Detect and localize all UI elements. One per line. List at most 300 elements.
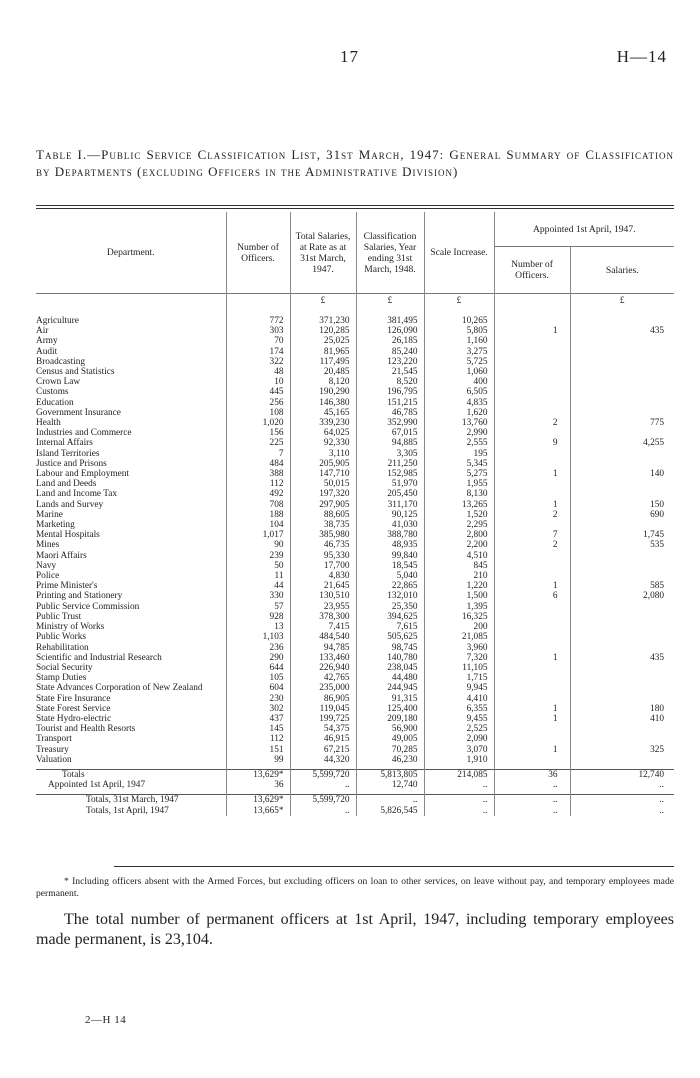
table-row [36, 714, 674, 724]
table-row [36, 581, 674, 591]
appointed-number: 2 [494, 540, 570, 550]
classification-salaries: 5,040 [356, 571, 424, 581]
total-salaries: 88,605 [290, 510, 356, 520]
total-salaries: 371,230 [290, 316, 356, 326]
total-salaries: 146,380 [290, 398, 356, 408]
officers-count: 772 [226, 316, 290, 326]
department-name: Ministry of Works [36, 622, 105, 633]
appointed-number [494, 520, 570, 530]
scale-increase: 1,910 [424, 755, 494, 765]
officers-count: 151 [226, 745, 290, 755]
scale-increase: 13,265 [424, 500, 494, 510]
total-salaries: 205,905 [290, 459, 356, 469]
table-row [36, 377, 674, 387]
currency-symbol: £ [356, 294, 424, 309]
officers-count: 1,103 [226, 632, 290, 642]
appointed-salaries: 150 [570, 500, 674, 510]
currency-symbol: £ [424, 294, 494, 309]
total-salaries: 54,375 [290, 724, 356, 734]
total-salaries: 130,510 [290, 591, 356, 601]
scale-increase: 8,130 [424, 489, 494, 499]
officers-count: 104 [226, 520, 290, 530]
classification-salaries: 56,900 [356, 724, 424, 734]
appointed-salaries [570, 459, 674, 469]
page-number: 17 [340, 47, 359, 66]
scale-increase: 2,555 [424, 438, 494, 448]
table-row [36, 438, 674, 448]
classification-salaries: 98,745 [356, 643, 424, 653]
appointed-salaries: 435 [570, 653, 674, 663]
col-header-scale-increase: Scale Increase. [424, 212, 494, 294]
col-header-appointed-number: Number of Officers. [494, 247, 570, 294]
officers-count: 290 [226, 653, 290, 663]
officers-count: 36 [226, 780, 290, 790]
appointed-number: 2 [494, 510, 570, 520]
table-row [36, 622, 674, 632]
appointed-number [494, 622, 570, 632]
appointed-salaries [570, 336, 674, 346]
total-salaries: 50,015 [290, 479, 356, 489]
totals-row [36, 780, 674, 790]
appointed-number [494, 357, 570, 367]
appointed-number: 1 [494, 469, 570, 479]
table-row [36, 612, 674, 622]
classification-salaries: .. [356, 795, 424, 806]
appointed-salaries [570, 377, 674, 387]
table-row [36, 704, 674, 714]
appointed-salaries: 12,740 [570, 769, 674, 780]
total-salaries: 42,765 [290, 673, 356, 683]
department-name: Island Territories [36, 448, 100, 459]
appointed-salaries [570, 734, 674, 744]
officers-count: 108 [226, 408, 290, 418]
classification-salaries: 7,615 [356, 622, 424, 632]
department-name: Census and Statistics [36, 367, 115, 378]
classification-salaries: 123,220 [356, 357, 424, 367]
department-name: Marine [36, 509, 63, 520]
classification-salaries: 238,045 [356, 663, 424, 673]
col-header-department: Department. [106, 247, 155, 258]
department-name: Transport [36, 734, 72, 745]
scale-increase: 3,275 [424, 347, 494, 357]
officers-count: 302 [226, 704, 290, 714]
total-salaries: 23,955 [290, 602, 356, 612]
department-name: Army [36, 336, 58, 347]
classification-salaries: 49,005 [356, 734, 424, 744]
total-salaries: 385,980 [290, 530, 356, 540]
classification-table [36, 212, 674, 816]
total-salaries: 4,830 [290, 571, 356, 581]
total-salaries: 67,215 [290, 745, 356, 755]
scale-increase: 2,990 [424, 428, 494, 438]
scale-increase: 1,500 [424, 591, 494, 601]
scale-increase: 5,805 [424, 326, 494, 336]
department-name: Land and Deeds [36, 479, 97, 490]
scale-increase: 4,510 [424, 551, 494, 561]
appointed-number: 1 [494, 704, 570, 714]
officers-count: 112 [226, 734, 290, 744]
appointed-number [494, 571, 570, 581]
officers-count: 50 [226, 561, 290, 571]
table-row [36, 520, 674, 530]
department-name: Broadcasting [36, 356, 86, 367]
classification-salaries: 67,015 [356, 428, 424, 438]
classification-salaries: 12,740 [356, 780, 424, 790]
appointed-number [494, 336, 570, 346]
table-row [36, 479, 674, 489]
department-name: Internal Affairs [36, 438, 93, 449]
classification-salaries: 41,030 [356, 520, 424, 530]
total-salaries: 199,725 [290, 714, 356, 724]
appointed-salaries [570, 643, 674, 653]
appointed-number [494, 367, 570, 377]
classification-salaries: 132,010 [356, 591, 424, 601]
col-header-total-salaries: Total Salaries, at Rate as at 31st March, 1947. [290, 212, 356, 294]
total-salaries: 119,045 [290, 704, 356, 714]
table-row [36, 540, 674, 550]
appointed-number [494, 387, 570, 397]
officers-count: 145 [226, 724, 290, 734]
appointed-number: 9 [494, 438, 570, 448]
officers-count: 13,629* [226, 769, 290, 780]
total-salaries: 92,330 [290, 438, 356, 448]
officers-count: 484 [226, 459, 290, 469]
table-row [36, 459, 674, 469]
scale-increase: 2,090 [424, 734, 494, 744]
department-name: Totals, 1st April, 1947 [86, 805, 169, 816]
classification-salaries: 352,990 [356, 418, 424, 428]
table-row [36, 428, 674, 438]
officers-count: 44 [226, 581, 290, 591]
classification-salaries: 70,285 [356, 745, 424, 755]
table-row [36, 653, 674, 663]
officers-count: 236 [226, 643, 290, 653]
department-name: State Forest Service [36, 703, 111, 714]
classification-salaries: 209,180 [356, 714, 424, 724]
scale-increase: 7,320 [424, 653, 494, 663]
table-row [36, 551, 674, 561]
appointed-number: .. [494, 780, 570, 790]
scale-increase: 9,455 [424, 714, 494, 724]
classification-salaries: 152,985 [356, 469, 424, 479]
table-row [36, 643, 674, 653]
classification-salaries: 25,350 [356, 602, 424, 612]
top-rule-inner [36, 208, 674, 209]
officers-count: 256 [226, 398, 290, 408]
total-salaries: 8,120 [290, 377, 356, 387]
table-row [36, 755, 674, 765]
total-salaries: .. [290, 806, 356, 816]
table-row [36, 510, 674, 520]
appointed-salaries: .. [570, 780, 674, 790]
document-reference: H—14 [616, 47, 667, 66]
grand-totals-row [36, 806, 674, 816]
classification-salaries: 46,230 [356, 755, 424, 765]
scale-increase: .. [424, 780, 494, 790]
appointed-salaries [570, 632, 674, 642]
total-salaries: 5,599,720 [290, 795, 356, 806]
appointed-salaries: 4,255 [570, 438, 674, 448]
officers-count: 188 [226, 510, 290, 520]
officers-count: 13,629* [226, 795, 290, 806]
department-name: Industries and Commerce [36, 428, 132, 439]
appointed-salaries [570, 367, 674, 377]
department-name: Customs [36, 387, 69, 398]
appointed-number: 1 [494, 745, 570, 755]
total-salaries: 226,940 [290, 663, 356, 673]
appointed-salaries [570, 449, 674, 459]
table-row [36, 398, 674, 408]
officers-count: 48 [226, 367, 290, 377]
officers-count: 156 [226, 428, 290, 438]
scale-increase: 845 [424, 561, 494, 571]
appointed-number [494, 602, 570, 612]
appointed-number [494, 459, 570, 469]
appointed-salaries: 585 [570, 581, 674, 591]
appointed-number: 1 [494, 500, 570, 510]
total-salaries: 484,540 [290, 632, 356, 642]
classification-salaries: 140,780 [356, 653, 424, 663]
officers-count: 239 [226, 551, 290, 561]
scale-increase: 1,160 [424, 336, 494, 346]
appointed-salaries: 690 [570, 510, 674, 520]
scale-increase: 200 [424, 622, 494, 632]
table-row [36, 571, 674, 581]
appointed-salaries: 2,080 [570, 591, 674, 601]
total-salaries: 94,785 [290, 643, 356, 653]
department-name: Maori Affairs [36, 550, 87, 561]
classification-salaries: 94,885 [356, 438, 424, 448]
classification-salaries: 388,780 [356, 530, 424, 540]
scale-increase: 4,835 [424, 398, 494, 408]
classification-salaries: 26,185 [356, 336, 424, 346]
total-salaries: 339,230 [290, 418, 356, 428]
appointed-number [494, 612, 570, 622]
total-salaries: 197,320 [290, 489, 356, 499]
top-rule [36, 205, 674, 206]
scale-increase: 2,800 [424, 530, 494, 540]
scale-increase: 1,520 [424, 510, 494, 520]
scale-increase: 2,295 [424, 520, 494, 530]
officers-count: 445 [226, 387, 290, 397]
department-name: Justice and Prisons [36, 458, 107, 469]
total-salaries: 81,965 [290, 347, 356, 357]
officers-count: 57 [226, 602, 290, 612]
scale-increase: 3,960 [424, 643, 494, 653]
appointed-salaries [570, 408, 674, 418]
appointed-number [494, 449, 570, 459]
classification-salaries: 51,970 [356, 479, 424, 489]
department-name: Land and Income Tax [36, 489, 118, 500]
officers-count: 330 [226, 591, 290, 601]
officers-count: 7 [226, 449, 290, 459]
classification-salaries: 394,625 [356, 612, 424, 622]
appointed-number [494, 489, 570, 499]
total-salaries: 64,025 [290, 428, 356, 438]
classification-salaries: 205,450 [356, 489, 424, 499]
appointed-salaries: 325 [570, 745, 674, 755]
scale-increase: 6,355 [424, 704, 494, 714]
appointed-salaries: 180 [570, 704, 674, 714]
scale-increase: .. [424, 806, 494, 816]
officers-count: 303 [226, 326, 290, 336]
table-row [36, 591, 674, 601]
scale-increase: 210 [424, 571, 494, 581]
appointed-number: 1 [494, 714, 570, 724]
officers-count: 708 [226, 500, 290, 510]
appointed-salaries: .. [570, 795, 674, 806]
appointed-number: 1 [494, 653, 570, 663]
department-name: Printing and Stationery [36, 591, 123, 602]
classification-salaries: 211,250 [356, 459, 424, 469]
appointed-number: 1 [494, 581, 570, 591]
total-salaries: 46,915 [290, 734, 356, 744]
department-name: Education [36, 397, 74, 408]
department-name: State Fire Insurance [36, 693, 111, 704]
total-salaries: 3,110 [290, 449, 356, 459]
department-name: Lands and Survey [36, 499, 104, 510]
officers-count: 928 [226, 612, 290, 622]
officers-count: 13 [226, 622, 290, 632]
scale-increase: 1,060 [424, 367, 494, 377]
table-row [36, 602, 674, 612]
col-header-appointed-salaries: Salaries. [570, 247, 674, 294]
total-statement: The total number of permanent officers at 1st April, 1947, including temporary employees made permanent, is 23,104. [36, 911, 674, 948]
department-name: Crown Law [36, 377, 81, 388]
total-salaries: 7,415 [290, 622, 356, 632]
classification-salaries: 126,090 [356, 326, 424, 336]
appointed-number: 36 [494, 769, 570, 780]
scale-increase: 2,525 [424, 724, 494, 734]
classification-salaries: 151,215 [356, 398, 424, 408]
table-row [36, 683, 674, 693]
appointed-number: .. [494, 806, 570, 816]
scale-increase: 21,085 [424, 632, 494, 642]
total-salaries: 378,300 [290, 612, 356, 622]
appointed-number [494, 755, 570, 765]
total-salaries: 235,000 [290, 683, 356, 693]
total-salaries: 95,330 [290, 551, 356, 561]
officers-count: 604 [226, 683, 290, 693]
classification-salaries: 44,480 [356, 673, 424, 683]
appointed-number [494, 724, 570, 734]
officers-count: 70 [226, 336, 290, 346]
department-name: Treasury [36, 744, 69, 755]
appointed-number [494, 316, 570, 326]
table-row [36, 316, 674, 326]
department-name: Police [36, 571, 60, 582]
department-name: Prime Minister's [36, 581, 98, 592]
total-salaries: 46,735 [290, 540, 356, 550]
total-salaries: 21,645 [290, 581, 356, 591]
appointed-salaries [570, 479, 674, 489]
officers-count: 1,020 [226, 418, 290, 428]
department-name: Stamp Duties [36, 673, 87, 684]
classification-salaries: 5,813,805 [356, 769, 424, 780]
officers-count: 90 [226, 540, 290, 550]
department-name: Tourist and Health Resorts [36, 724, 136, 735]
scale-increase: 400 [424, 377, 494, 387]
scale-increase: 11,105 [424, 663, 494, 673]
appointed-number: 1 [494, 326, 570, 336]
department-name: State Advances Corporation of New Zealand [36, 683, 203, 694]
appointed-salaries [570, 551, 674, 561]
department-name: Totals, 31st March, 1947 [36, 795, 226, 806]
printer-signature: 2—H 14 [85, 1014, 127, 1026]
appointed-salaries [570, 316, 674, 326]
classification-salaries: 21,545 [356, 367, 424, 377]
table-row [36, 734, 674, 744]
officers-count: 1,017 [226, 530, 290, 540]
appointed-salaries [570, 755, 674, 765]
total-salaries: 117,495 [290, 357, 356, 367]
total-salaries: 133,460 [290, 653, 356, 663]
appointed-salaries: .. [570, 806, 674, 816]
scale-increase: 1,220 [424, 581, 494, 591]
total-salaries: 147,710 [290, 469, 356, 479]
appointed-salaries [570, 612, 674, 622]
table-row [36, 418, 674, 428]
total-salaries: .. [290, 780, 356, 790]
officers-count: 225 [226, 438, 290, 448]
classification-salaries: 311,170 [356, 500, 424, 510]
appointed-salaries: 140 [570, 469, 674, 479]
appointed-number [494, 347, 570, 357]
appointed-number [494, 551, 570, 561]
appointed-salaries [570, 694, 674, 704]
appointed-salaries [570, 602, 674, 612]
table-row [36, 663, 674, 673]
appointed-salaries [570, 398, 674, 408]
appointed-salaries: 775 [570, 418, 674, 428]
department-name: Scientific and Industrial Research [36, 652, 162, 663]
officers-count: 10 [226, 377, 290, 387]
table-row [36, 561, 674, 571]
appointed-salaries [570, 571, 674, 581]
appointed-number [494, 663, 570, 673]
department-name: Mental Hospitals [36, 530, 100, 541]
col-header-appointed: Appointed 1st April, 1947. [494, 212, 674, 247]
appointed-number: 6 [494, 591, 570, 601]
appointed-salaries [570, 561, 674, 571]
department-name: Public Trust [36, 611, 82, 622]
department-name: Appointed 1st April, 1947 [48, 780, 146, 791]
officers-count: 437 [226, 714, 290, 724]
table-row [36, 694, 674, 704]
footnote: * Including officers absent with the Armed Forces, but excluding officers on loan to other services, on leave without pay, and temporary employees made permanent. [36, 876, 674, 899]
classification-salaries: 381,495 [356, 316, 424, 326]
total-salaries: 190,290 [290, 387, 356, 397]
department-name: Valuation [36, 754, 72, 765]
department-name: Totals [36, 769, 226, 780]
officers-count: 112 [226, 479, 290, 489]
scale-increase: 5,275 [424, 469, 494, 479]
appointed-number [494, 428, 570, 438]
classification-salaries: 125,400 [356, 704, 424, 714]
appointed-salaries: 535 [570, 540, 674, 550]
currency-symbol: £ [290, 294, 356, 309]
appointed-number [494, 643, 570, 653]
total-salaries: 44,320 [290, 755, 356, 765]
officers-count: 388 [226, 469, 290, 479]
grand-totals-row [36, 795, 674, 806]
classification-salaries: 85,240 [356, 347, 424, 357]
appointed-number [494, 561, 570, 571]
officers-count: 11 [226, 571, 290, 581]
department-name: Health [36, 418, 61, 429]
table-row [36, 673, 674, 683]
appointed-number [494, 683, 570, 693]
